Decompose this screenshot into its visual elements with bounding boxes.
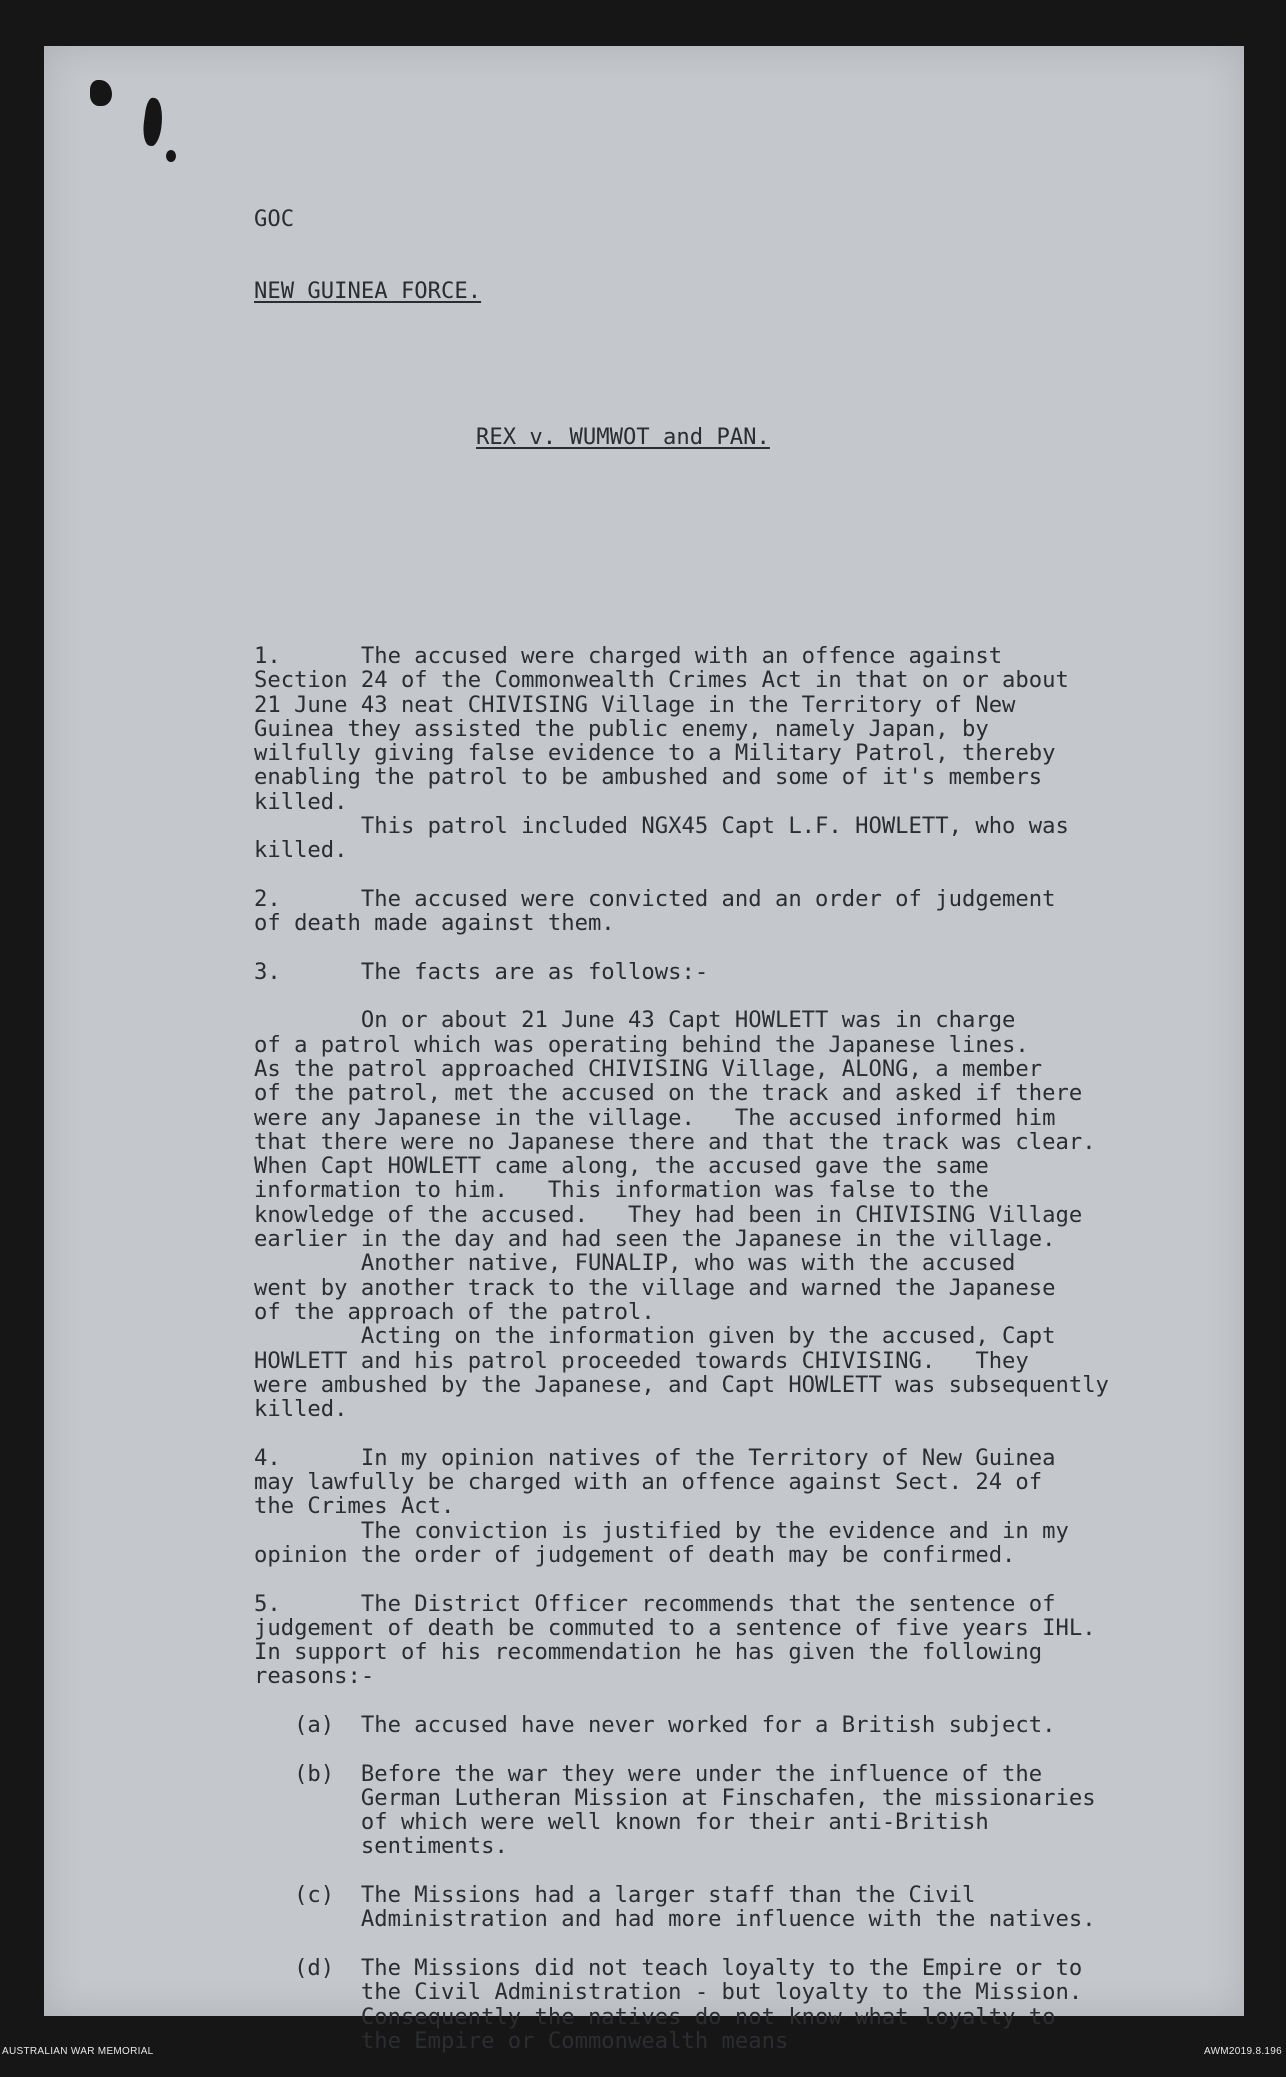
body-line: the Empire or Commonwealth means [254, 2027, 789, 2054]
body-line [254, 1859, 1244, 1883]
body-line: reasons:- [254, 1663, 375, 1690]
punch-hole [166, 150, 176, 162]
body-line: (d) The Missions did not teach loyalty to the Empire or to [254, 1954, 1083, 1981]
body-line: sentiments. [254, 1833, 508, 1860]
body-line: Section 24 of the Commonwealth Crimes Act in that on or about [254, 667, 1069, 694]
body-line: The conviction is justified by the evidence and in my [254, 1517, 1069, 1544]
body-line [254, 1737, 1244, 1761]
document-body [254, 644, 1244, 2053]
body-line: Acting on the information given by the accused, Capt [254, 1323, 1056, 1350]
punch-hole [141, 97, 166, 147]
punch-hole [90, 80, 112, 106]
archive-reference: AWM2019.8.196 [1203, 2046, 1282, 2057]
body-line [254, 1421, 1244, 1445]
body-line [254, 1567, 1244, 1591]
body-line: judgement of death be commuted to a sentence of five years IHL. [254, 1614, 1096, 1641]
body-line: killed. [254, 837, 348, 864]
body-line: (c) The Missions had a larger staff than the Civil [254, 1882, 976, 1909]
body-line: of the approach of the patrol. [254, 1298, 655, 1325]
body-line [254, 984, 1244, 1008]
body-line: 2. The accused were convicted and an order of judgement [254, 885, 1056, 912]
body-line: of which were well known for their anti-British [254, 1809, 989, 1836]
body-line: were ambushed by the Japanese, and Capt HOWLETT was subsequently [254, 1371, 1109, 1398]
body-line: 4. In my opinion natives of the Territory of New Guinea [254, 1444, 1056, 1471]
body-line: of the patrol, met the accused on the track and asked if there [254, 1080, 1083, 1107]
body-line: were any Japanese in the village. The accused informed him [254, 1104, 1056, 1131]
addressee: GOC [254, 205, 295, 232]
body-line: information to him. This information was false to the [254, 1177, 989, 1204]
body-line [254, 1689, 1244, 1713]
body-line [254, 863, 1244, 887]
body-line: As the patrol approached CHIVISING Village, ALONG, a member [254, 1055, 1043, 1082]
body-line: opinion the order of judgement of death may be confirmed. [254, 1541, 1016, 1568]
body-line: (a) The accused have never worked for a British subject. [254, 1712, 1056, 1738]
body-line: of a patrol which was operating behind the Japanese lines. [254, 1031, 1029, 1058]
body-line: HOWLETT and his patrol proceeded towards CHIVISING. They [254, 1347, 1029, 1374]
body-line: Another native, FUNALIP, who was with the accused [254, 1250, 1016, 1277]
body-line: 5. The District Officer recommends that the sentence of [254, 1590, 1056, 1617]
body-line: went by another track to the village and warned the Japanese [254, 1274, 1056, 1301]
document-text [254, 158, 1244, 2077]
body-line: killed. [254, 788, 348, 815]
body-line: the Civil Administration - but loyalty to the Mission. [254, 1979, 1083, 2006]
archive-credit: AUSTRALIAN WAR MEMORIAL [2, 2046, 154, 2057]
body-line: This patrol included NGX45 Capt L.F. HOWLETT, who was [254, 813, 1069, 840]
body-line: knowledge of the accused. They had been in CHIVISING Village [254, 1201, 1083, 1228]
body-line: the Crimes Act. [254, 1493, 455, 1520]
body-line: Guinea they assisted the public enemy, namely Japan, by [254, 715, 989, 742]
body-line: earlier in the day and had seen the Japanese in the village. [254, 1226, 1056, 1253]
unit-name: NEW GUINEA FORCE. [254, 278, 482, 305]
body-line: may lawfully be charged with an offence against Sect. 24 of [254, 1469, 1043, 1496]
body-line: (b) Before the war they were under the influence of the [254, 1760, 1043, 1787]
body-line [254, 1932, 1244, 1956]
body-line: Consequently the natives do not know what loyalty to [254, 2003, 1056, 2030]
body-line: 1. The accused were charged with an offence against [254, 642, 1003, 669]
body-line: enabling the patrol to be ambushed and some of it's members [254, 764, 1043, 791]
body-line: 21 June 43 neat CHIVISING Village in the Territory of New [254, 691, 1016, 718]
body-line: 3. The facts are as follows:- [254, 958, 709, 985]
body-line: When Capt HOWLETT came along, the accused gave the same [254, 1153, 989, 1180]
body-line: that there were no Japanese there and that the track was clear. [254, 1128, 1096, 1155]
body-line: wilfully giving false evidence to a Military Patrol, thereby [254, 740, 1056, 767]
body-line [254, 936, 1244, 960]
body-line: of death made against them. [254, 910, 615, 937]
body-line: German Lutheran Mission at Finschafen, the missionaries [254, 1784, 1096, 1811]
body-line: In support of his recommendation he has given the following [254, 1639, 1043, 1666]
body-line: killed. [254, 1396, 348, 1423]
document-title: REX v. WUMWOT and PAN. [476, 424, 770, 451]
body-line: On or about 21 June 43 Capt HOWLETT was in charge [254, 1007, 1016, 1034]
body-line: Administration and had more influence with the natives. [254, 1906, 1096, 1933]
